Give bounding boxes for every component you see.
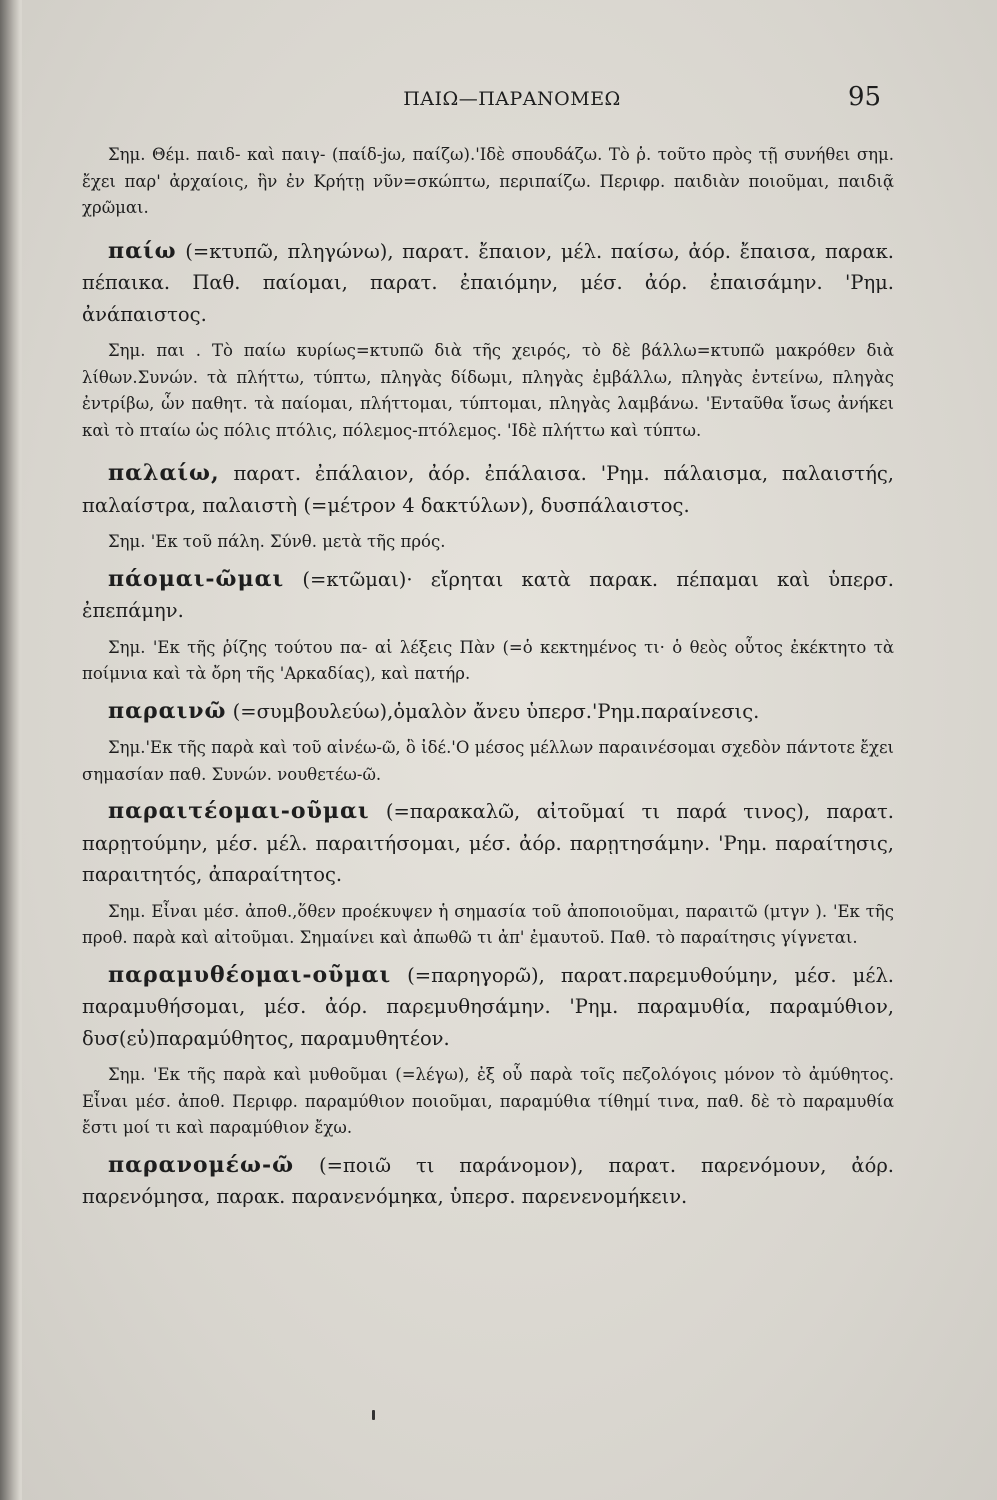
note-paragraph: Σημ. Θέμ. παιδ- καὶ παιγ- (παίδ-jω, παίζω).'Ιδὲ σπουδάζω. Τὸ ῥ. τοῦτο πρὸς τῇ συνήθει σημ. ἔχει παρ' ἀρχαίοις, ἣν ἐν Κρήτῃ νῦν=σκώπτω, περιπαίζω. Περιφρ. παιδιὰν ποιοῦμαι, παιδιᾷ χρῶμαι. xyxy=(82,145,894,217)
dictionary-entry xyxy=(82,796,894,891)
entry-lemma: παραιτέομαι-οῦμαι xyxy=(108,798,370,824)
book-page xyxy=(22,0,997,1500)
entry-lemma: παραινῶ xyxy=(108,697,227,724)
dictionary-entry xyxy=(82,1150,894,1213)
page-number: 95 xyxy=(848,82,882,112)
entry-text: (=συμβουλεύω),ὁμαλὸν ἄνευ ὑπερσ.'Ρημ.παραίνεσις. xyxy=(232,699,760,723)
dictionary-entry xyxy=(82,960,894,1055)
entry-lemma: παίω xyxy=(108,237,177,264)
page-body xyxy=(82,142,894,1213)
dictionary-entry xyxy=(82,564,894,627)
note-paragraph: Σημ. Εἶναι μέσ. ἀποθ.,ὅθεν προέκυψεν ἡ σημασία τοῦ ἀποποιοῦμαι, παραιτῶ (μτγν ). 'Εκ τῆς προθ. παρὰ καὶ αἰτοῦμαι. Σημαίνει καὶ ἀπωθῶ τι ἀπ' ἐμαυτοῦ. Παθ. τὸ παραίτησις γίγνεται. xyxy=(82,901,894,947)
dictionary-entry xyxy=(82,236,894,331)
running-head: ΠΑΙΩ—ΠΑΡΑΝΟΜΕΩ xyxy=(403,88,621,110)
entry-lemma: πάομαι-ῶμαι xyxy=(108,565,285,592)
entry-lemma: παρανομέω-ῶ xyxy=(108,1151,295,1178)
note-paragraph: Σημ.'Εκ τῆς παρὰ καὶ τοῦ αἰνέω-ῶ, ὃ ἰδέ.'Ο μέσος μέλλων παραινέσομαι σχεδὸν πάντοτε ἔχει σημασίαν παθ. Συνών. νουθετέω-ῶ. xyxy=(82,738,894,784)
note-paragraph: Σημ. 'Εκ τῆς παρὰ καὶ μυθοῦμαι (=λέγω), ἐξ οὗ παρὰ τοῖς πεζολόγοις μόνον τὸ ἀμύθητος. Εἶναι μέσ. ἀποθ. Περιφρ. παραμύθιον ποιοῦμαι, παραμύθια τίθημί τινα, παθ. δὲ τὸ παραμυθία ἔστι μοί τι καὶ παραμύθιον ἔχω. xyxy=(82,1065,894,1137)
entry-text: παρατ. ἐπάλαιον, ἀόρ. ἐπάλαισα. 'Ρημ. πάλαισμα, παλαιστής, παλαίστρα, παλαιστὴ (=μέτρον 4 δακτύλων), δυσπάλαιστος. xyxy=(82,462,894,517)
note-paragraph: Σημ. 'Εκ τοῦ πάλη. Σύνθ. μετὰ τῆς πρός. xyxy=(108,532,446,551)
entry-text: (=κτῶμαι)· εἴρηται κατὰ παρακ. πέπαμαι καὶ ὑπερσ. ἐπεπάμην. xyxy=(82,567,894,622)
note-paragraph: Σημ. 'Εκ τῆς ῥίζης τούτου πα- αἱ λέξεις Πὰν (=ὁ κεκτημένος τι· ὁ θεὸς οὗτος ἐκέκτητο τὰ ποίμνια καὶ τὰ ὄρη τῆς 'Αρκαδίας), καὶ πατήρ. xyxy=(82,637,894,683)
dictionary-entry xyxy=(82,696,894,728)
entry-lemma: παλαίω, xyxy=(108,460,220,486)
entry-text: (=παρακαλῶ, αἰτοῦμαί τι παρά τινος), παρατ. παρῃτούμην, μέσ. μέλ. παραιτήσομαι, μέσ. ἀόρ. παρῃτησάμην. 'Ρημ. παραίτησις, παραιτητός, ἀπαραίτητος. xyxy=(82,800,894,886)
scan-edge xyxy=(0,0,20,1500)
entry-text: (=ποιῶ τι παράνομον), παρατ. παρενόμουν, ἀόρ. παρενόμησα, παρακ. παρανενόμηκα, ὑπερσ. παρενενομήκειν. xyxy=(82,1153,895,1208)
entry-text: (=παρηγορῶ), παρατ.παρεμυθούμην, μέσ. μέλ. παραμυθήσομαι, μέσ. ἀόρ. παρεμυθησάμην. 'Ρημ. παραμυθία, παραμύθιον, δυσ(εὐ)παραμύθητος, παραμυθητέον. xyxy=(82,963,895,1050)
entry-text: (=κτυπῶ, πληγώνω), παρατ. ἔπαιον, μέλ. παίσω, ἀόρ. ἔπαισα, παρακ. πέπαικα. Παθ. παίομαι, παρατ. ἐπαιόμην, μέσ. ἀόρ. ἐπαισάμην. 'Ρημ. ἀνάπαιστος. xyxy=(82,239,895,326)
dictionary-entry xyxy=(82,458,894,521)
note-paragraph: Σημ. παι . Τὸ παίω κυρίως=κτυπῶ διὰ τῆς χειρός, τὸ δὲ βάλλω=κτυπῶ μακρόθεν διὰ λίθων.Συνών. τὰ πλήττω, τύπτω, πληγὰς δίδωμι, πληγὰς ἐμβάλλω, πληγὰς ἐντείνω, πληγὰς ἐντρίβω, ὧν παθητ. τὰ παίομαι, πλήττομαι, τύπτομαι, πληγὰς λαμβάνω. 'Ενταῦθα ἴσως ἀνήκει καὶ τὸ πταίω ὡς πόλις πτόλις, πόλεμος-πτόλεμος. 'Ιδὲ πλήττω καὶ τύπτω. xyxy=(82,341,894,440)
print-speck xyxy=(372,1410,375,1420)
entry-lemma: παραμυθέομαι-οῦμαι xyxy=(108,961,392,988)
